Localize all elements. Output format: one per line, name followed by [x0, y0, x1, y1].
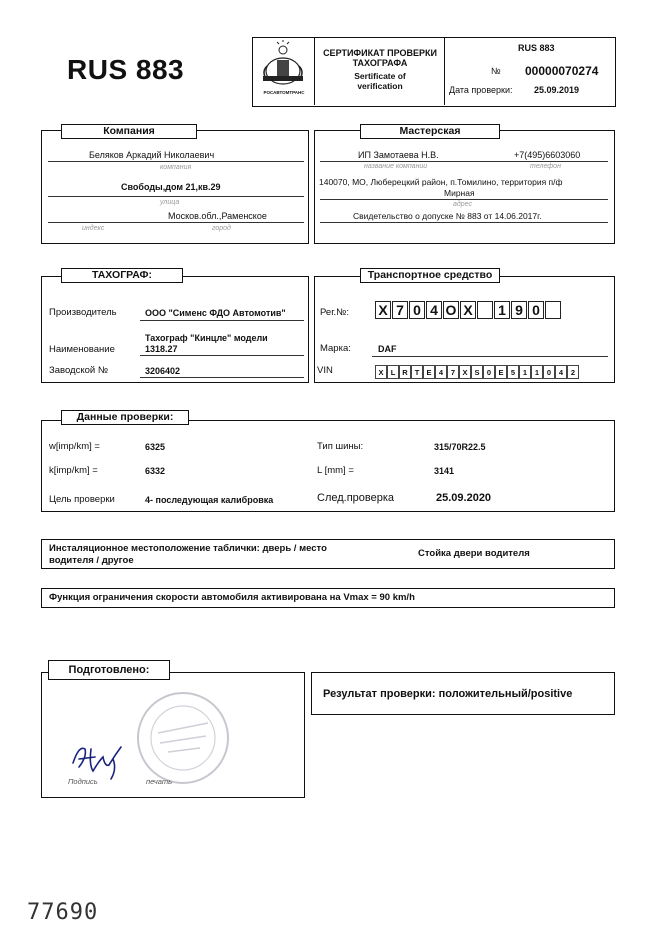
workshop-address-1: 140070, МО, Люберецкий район, п.Томилино, территория п/ф [319, 177, 563, 187]
prepared-tab: Подготовлено: [48, 660, 170, 680]
hint-workshop-address: адрес [453, 201, 472, 208]
vin-char-cell: T [411, 365, 423, 379]
k-label: k[imp/km] = [49, 465, 98, 476]
reg-char-cell: 1 [494, 301, 510, 319]
logo-caption: РОСАВТОМТРАНС [263, 90, 305, 95]
vin-char-cell: 4 [435, 365, 447, 379]
purpose-label: Цель проверки [49, 494, 115, 505]
date-label: Дата проверки: [449, 85, 513, 95]
code-small: RUS 883 [518, 43, 555, 53]
workshop-license-line [320, 222, 608, 223]
reg-char-cell: 9 [511, 301, 527, 319]
hint-workshop-name: название компании [364, 163, 428, 170]
tachograph-name-1: Тахограф "Кинцле" модели [145, 333, 268, 343]
vin-char-cell: 1 [519, 365, 531, 379]
tachograph-name-label: Наименование [49, 344, 115, 355]
manufacturer-value: ООО "Сименс ФДО Автомотив" [145, 308, 286, 318]
vin-char-cell: 0 [543, 365, 555, 379]
header-box [252, 37, 616, 107]
reg-char-cell: X [375, 301, 391, 319]
hint-street: улица [160, 199, 180, 206]
serial-line [140, 377, 304, 378]
company-tab: Компания [61, 124, 197, 139]
reg-char-cell: 4 [426, 301, 442, 319]
hint-company: компания [160, 164, 192, 171]
workshop-tab: Мастерская [360, 124, 500, 139]
hint-index: индекс [82, 225, 105, 232]
vin-char-cell: X [459, 365, 471, 379]
w-label: w[imp/km] = [49, 441, 100, 452]
certificate-code: RUS 883 [67, 54, 185, 85]
tachograph-name-line [140, 355, 304, 356]
title-ru: СЕРТИФИКАТ ПРОВЕРКИ ТАХОГРАФА [323, 48, 437, 68]
certificate-number: 00000070274 [525, 64, 599, 78]
l-label: L [mm] = [317, 465, 354, 476]
number-label: № [491, 66, 501, 76]
vin-char-cell: 5 [507, 365, 519, 379]
serial-value: 3206402 [145, 366, 181, 376]
hint-city: город [212, 225, 231, 232]
vin-char-cell: 2 [567, 365, 579, 379]
serial-label: Заводской № [49, 365, 109, 376]
workshop-license: Свидетельство о допуске № 883 от 14.06.2017г. [353, 211, 542, 221]
stamp-icon [128, 688, 238, 788]
check-data-tab: Данные проверки: [61, 410, 189, 425]
header-title-cell [315, 38, 445, 105]
manufacturer-line [140, 320, 304, 321]
next-check-value: 25.09.2020 [436, 492, 492, 504]
reg-number-cells [375, 301, 562, 319]
vin-label: VIN [317, 365, 333, 376]
vin-char-cell: 4 [555, 365, 567, 379]
vin-char-cell: R [399, 365, 411, 379]
manufacturer-label: Производитель [49, 307, 117, 318]
stamp-label: печать [146, 777, 173, 786]
workshop-address-2: Мирная [444, 188, 475, 198]
reg-char-cell: O [443, 301, 459, 319]
reg-char-cell [545, 301, 561, 319]
sign-label: Подпись [68, 777, 98, 786]
vin-char-cell: E [495, 365, 507, 379]
vin-cells [375, 365, 579, 379]
reg-char-cell: 7 [392, 301, 408, 319]
next-check-label: След.проверка [317, 492, 395, 504]
purpose-value: 4- последующая калибровка [145, 495, 274, 505]
vin-char-cell: S [471, 365, 483, 379]
check-date: 25.09.2019 [534, 85, 580, 95]
company-city-line [48, 222, 304, 223]
vin-char-cell: 1 [531, 365, 543, 379]
result-text: Результат проверки: положительный/positive [323, 688, 573, 700]
company-street: Свободы,дом 21,кв.29 [121, 182, 221, 192]
plate-location-label-2: водителя / другое [49, 555, 134, 566]
company-name-line [48, 161, 304, 162]
tachograph-name-2: 1318.27 [145, 344, 178, 354]
make-value: DAF [378, 344, 397, 354]
hint-workshop-phone: телефон [530, 163, 561, 170]
w-value: 6325 [145, 442, 166, 452]
header-logo-cell [253, 38, 315, 105]
speed-limit-text: Функция ограничения скорости автомобиля активирована на Vmax = 90 km/h [49, 592, 415, 603]
handwritten-number: 77690 [27, 900, 99, 925]
vin-char-cell: E [423, 365, 435, 379]
reg-char-cell [477, 301, 493, 319]
workshop-address-line [320, 199, 608, 200]
company-name: Беляков Аркадий Николаевич [89, 150, 215, 160]
reg-char-cell: X [460, 301, 476, 319]
vehicle-tab: Транспортное средство [360, 268, 500, 283]
plate-location-label-1: Инсталяционное местоположение таблички: дверь / место [49, 543, 327, 554]
company-street-line [48, 196, 304, 197]
workshop-name-line [320, 161, 608, 162]
reg-char-cell: 0 [528, 301, 544, 319]
workshop-box [314, 130, 615, 244]
title-en: Sertificate of verification [354, 71, 406, 91]
reg-label: Рег.№: [320, 307, 349, 318]
vin-char-cell: X [375, 365, 387, 379]
vin-char-cell: L [387, 365, 399, 379]
k-value: 6332 [145, 466, 166, 476]
tire-label: Тип шины: [317, 441, 364, 452]
make-label: Марка: [320, 343, 351, 354]
tire-value: 315/70R22.5 [434, 442, 486, 452]
vin-char-cell: 0 [483, 365, 495, 379]
l-value: 3141 [434, 466, 455, 476]
plate-location-value: Стойка двери водителя [418, 548, 530, 559]
make-line [372, 356, 608, 357]
reg-char-cell: 0 [409, 301, 425, 319]
company-city: Москов.обл.,Раменское [168, 211, 267, 221]
workshop-name: ИП Замотаева Н.В. [358, 150, 439, 160]
tachograph-tab: ТАХОГРАФ: [61, 268, 183, 283]
workshop-phone: +7(495)6603060 [514, 150, 581, 160]
vin-char-cell: 7 [447, 365, 459, 379]
